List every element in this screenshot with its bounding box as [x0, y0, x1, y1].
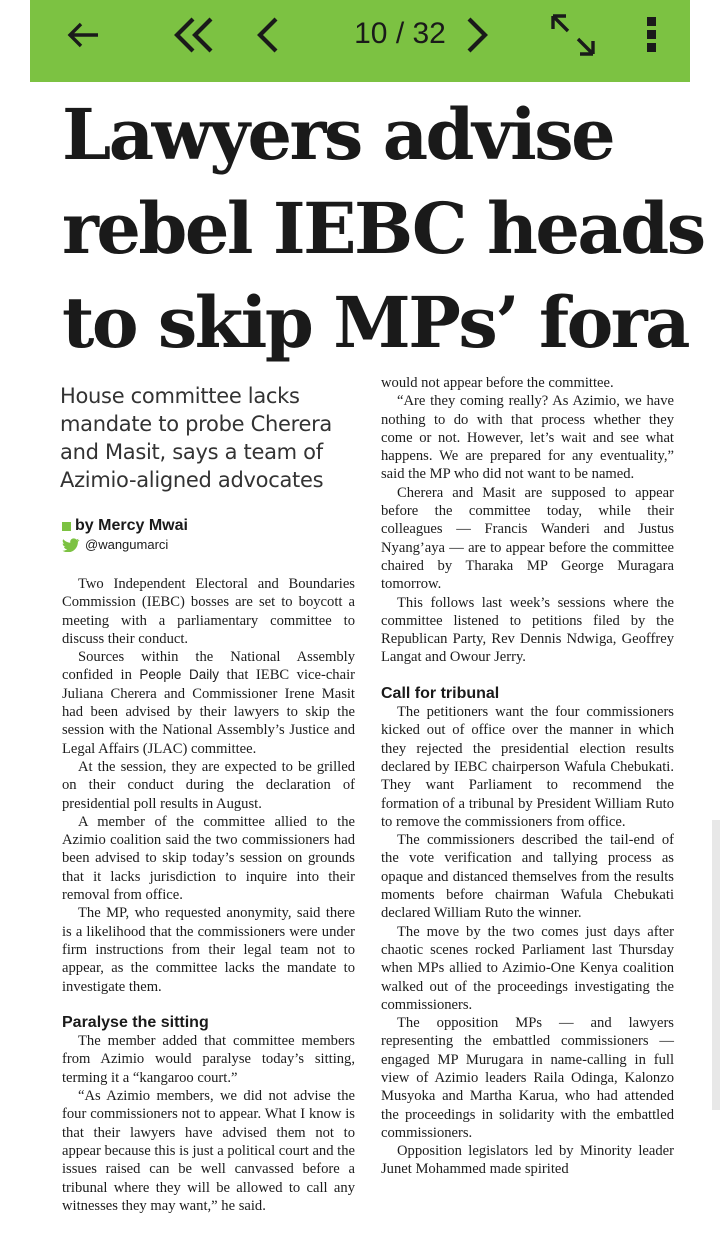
paragraph: “As Azimio members, we did not advise the four commissioners not to appear. What I know is that their lawyers have advised them not to appear because this is just a political court and the issues raised can be well canvassed before a tribunal where they will be allowed to call any witnesses they may want,” he said. [62, 1088, 355, 1214]
paragraph: The petitioners want the four commissioners kicked out of office over the manner in which they rejected the presidential election results declared by IEBC chairperson Wafula Chebukati. They want Parliament to recommend the formation of a tribunal by President William Ruto to remove the commissioners from office. [381, 704, 674, 830]
paragraph: “Are they coming really? As Azimio, we have nothing to do with that process whether they come or not. However, let’s wait and see what happens. We are prepared for any eventuality,” said the MP who did not want to be named. [381, 393, 674, 483]
deck-line: Azimio-aligned advocates [60, 468, 324, 492]
expand-icon [549, 12, 597, 58]
article-column-1 [62, 575, 355, 1215]
back-button[interactable] [58, 0, 108, 70]
chevron-left-icon [254, 15, 282, 55]
paragraph: Opposition legislators led by Minority leader Junet Mohammed made spirited [381, 1143, 674, 1178]
article-deck [60, 382, 360, 494]
paragraph: The move by the two comes just days after chaotic scenes rocked Parliament last Thursday when MPs allied to Azimio-One Kenya coalition walked out of the proceedings investigating the commissioners. [381, 923, 674, 1013]
headline-line: to skip MPs’ fora [62, 281, 689, 364]
page-indicator: 10 / 32 [354, 17, 446, 50]
deck-line: mandate to probe Cherera [60, 412, 332, 436]
green-square-icon [62, 522, 71, 531]
reader-toolbar [30, 0, 690, 82]
paragraph: Cherera and Masit are supposed to appear before the committee today, while their colleagues — Francis Wanderi and Justus Nyang’aya — are to appear before the committee chaired by Tharaka MP George Muragara tomorrow. [381, 484, 674, 593]
previous-page-button[interactable] [243, 0, 293, 70]
paragraph: Two Independent Electoral and Boundaries Commission (IEBC) bosses are set to boycott a meeting with a parliamentary committee to discuss their conduct. [62, 576, 355, 647]
chevron-right-icon [463, 15, 491, 55]
article-column-2 [381, 374, 674, 1179]
author-line [62, 517, 188, 535]
scroll-edge[interactable] [712, 820, 720, 1110]
paragraph: This follows last week’s sessions where the committee listened to petitions filed by the Republican Party, Rev Dennis Ndwiga, Geoffrey Langat and Owour Jerry. [381, 594, 674, 666]
paragraph [62, 648, 355, 758]
paragraph: At the session, they are expected to be grilled on their conduct during the declaration of presidential poll results in August. [62, 758, 355, 812]
newspaper-name: People Daily [139, 667, 220, 683]
headline-line: Lawyers advise [62, 93, 614, 176]
deck-line: and Masit, says a team of [60, 440, 323, 464]
double-chevron-left-icon [171, 15, 219, 55]
paragraph: would not appear before the committee. [381, 375, 614, 391]
twitter-bird-icon [62, 538, 80, 552]
arrow-left-icon [66, 21, 100, 49]
paragraph-text: Sources within the National Assembly confided in [62, 649, 355, 684]
paragraph: The member added that committee members from Azimio would paralyse today’s sitting, terming it a “kangaroo court.” [62, 1033, 355, 1086]
subheading: Call for tribunal [381, 684, 500, 702]
paragraph: The MP, who requested anonymity, said there is a likelihood that the commissioners were under firm instructions from their legal team not to appear, as the committee lacks the mandate to investigate them. [62, 905, 355, 995]
author-handle: @wangumarci [85, 537, 169, 552]
more-vert-icon [646, 16, 658, 54]
fullscreen-button[interactable] [546, 0, 600, 70]
article-headline [62, 88, 702, 370]
deck-line: House committee lacks [60, 384, 300, 408]
first-page-button[interactable] [165, 0, 225, 70]
twitter-handle-line [62, 537, 188, 552]
subheading: Paralyse the sitting [62, 1013, 209, 1031]
headline-line: rebel IEBC heads [62, 187, 704, 270]
paragraph: A member of the committee allied to the Azimio coalition said the two commissioners had been advised to skip today’s session on grounds that it lacks jurisdiction to inquire into their removal from office. [62, 813, 355, 904]
author-name: by Mercy Mwai [75, 517, 188, 534]
next-page-button[interactable] [452, 0, 502, 70]
paragraph: The opposition MPs — and lawyers representing the embattled commissioners — engaged MP Murugara in name-calling in full view of Azimio leaders Raila Odinga, Kalonzo Musyoka and Martha Karua, who had attended the proceedings in solidarity with the embattled commissioners. [381, 1015, 674, 1141]
paragraph: The commissioners described the tail-end of the vote verification and tallying process as opaque and distanced themselves from the results moments before chairman Wafula Chebukati declared William Ruto the winner. [381, 832, 674, 922]
byline [62, 517, 188, 552]
more-options-button[interactable] [632, 0, 672, 70]
paragraph-text: that IEBC vice-chair Juliana Cherera and Commissioner Irene Masit had been advised by their lawyers to skip the session with the National Assembly’s Justice and Legal Affairs (JLAC) committee. [62, 667, 355, 757]
